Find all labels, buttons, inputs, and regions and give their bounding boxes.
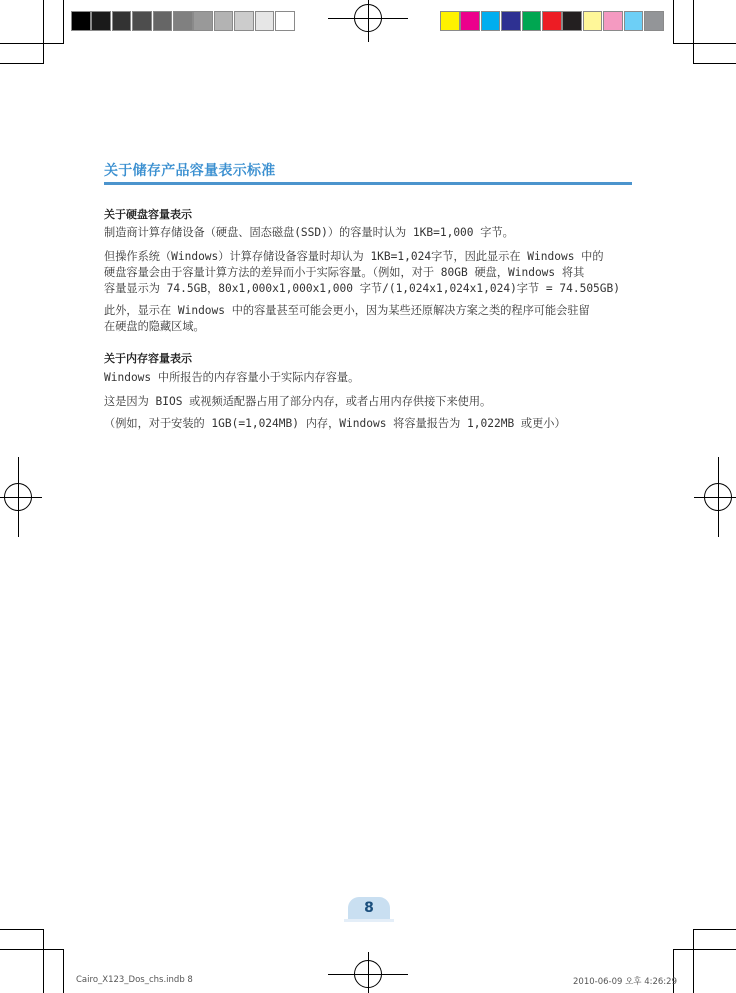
gray-swatch-4	[132, 11, 152, 31]
crop-mark-top-right-v	[693, 0, 694, 64]
memory-paragraph-2: 这是因为 BIOS 或视频适配器占用了部分内存，或者占用内存供接下来使用。	[104, 395, 492, 408]
crop-mark-top-right-h2	[693, 63, 736, 64]
gray-swatch-11	[275, 11, 295, 31]
gray-swatch-2	[91, 11, 111, 31]
footer-filename: Cairo_X123_Dos_chs.indb 8	[76, 975, 193, 985]
gray-swatch-3	[112, 11, 132, 31]
crop-mark-bottom-right-v	[693, 929, 694, 993]
memory-heading: 关于内存容量表示	[104, 352, 192, 365]
color-swatch-5	[522, 11, 542, 31]
process-color-bar	[440, 11, 664, 31]
color-swatch-4	[501, 11, 521, 31]
gray-swatch-9	[234, 11, 254, 31]
color-swatch-6	[542, 11, 562, 31]
gray-swatch-6	[173, 11, 193, 31]
hdd-paragraph-3: 此外，显示在 Windows 中的容量甚至可能会更小，因为某些还原解决方案之类的程序可能会驻留 在硬盘的隐藏区域。	[104, 304, 590, 333]
hdd-heading: 关于硬盘容量表示	[104, 208, 192, 221]
color-swatch-1	[440, 11, 460, 31]
footer-timestamp: 2010-06-09 오후 4:26:29	[573, 977, 677, 987]
color-swatch-10	[624, 11, 644, 31]
color-swatch-8	[583, 11, 603, 31]
color-swatch-11	[644, 11, 664, 31]
title-underline	[104, 182, 632, 185]
memory-paragraph-1: Windows 中所报告的内存容量小于实际内存容量。	[104, 371, 360, 384]
crop-mark-top-left-v	[43, 0, 44, 64]
gray-swatch-8	[214, 11, 234, 31]
crop-mark-bottom-left-v2	[63, 949, 64, 993]
section-title: 关于储存产品容量表示标准	[104, 163, 276, 179]
crop-mark-bottom-left-h2	[0, 929, 44, 930]
crop-mark-top-left-v2	[63, 0, 64, 44]
gray-swatch-1	[71, 11, 91, 31]
crop-mark-bottom-left-h	[0, 949, 64, 950]
color-swatch-3	[481, 11, 501, 31]
crop-mark-bottom-left-v	[43, 929, 44, 993]
hdd-paragraph-1: 制造商计算存储设备（硬盘、固态磁盘(SSD)）的容量时认为 1KB=1,000 字节。	[104, 226, 514, 239]
crop-mark-top-left-h2	[0, 63, 44, 64]
crop-mark-top-right-v2	[673, 0, 674, 44]
grayscale-color-bar	[71, 11, 295, 31]
crop-mark-top-left-h	[0, 43, 64, 44]
crop-mark-top-right-h	[673, 43, 736, 44]
crop-mark-bottom-right-h2	[693, 929, 736, 930]
hdd-paragraph-2: 但操作系统（Windows）计算存储设备容量时却认为 1KB=1,024字节，因此显示在 Windows 中的 硬盘容量会由于容量计算方法的差异而小于实际容量。（例如，对于 80GB 硬盘，Windows 将其 容量显示为 74.5GB，80x1,000x1,000x1,000 字节/(1,024x1,024x1,024)字节 = 74.505GB)	[104, 250, 621, 295]
page-number-base	[344, 919, 394, 922]
crop-mark-bottom-right-h	[673, 949, 736, 950]
memory-paragraph-3: （例如，对于安装的 1GB(=1,024MB) 内存，Windows 将容量报告为 1,022MB 或更小）	[104, 417, 566, 430]
color-swatch-9	[603, 11, 623, 31]
color-swatch-2	[460, 11, 480, 31]
color-swatch-7	[562, 11, 582, 31]
gray-swatch-10	[255, 11, 275, 31]
page-number: 8	[348, 897, 390, 919]
gray-swatch-7	[193, 11, 213, 31]
gray-swatch-5	[153, 11, 173, 31]
